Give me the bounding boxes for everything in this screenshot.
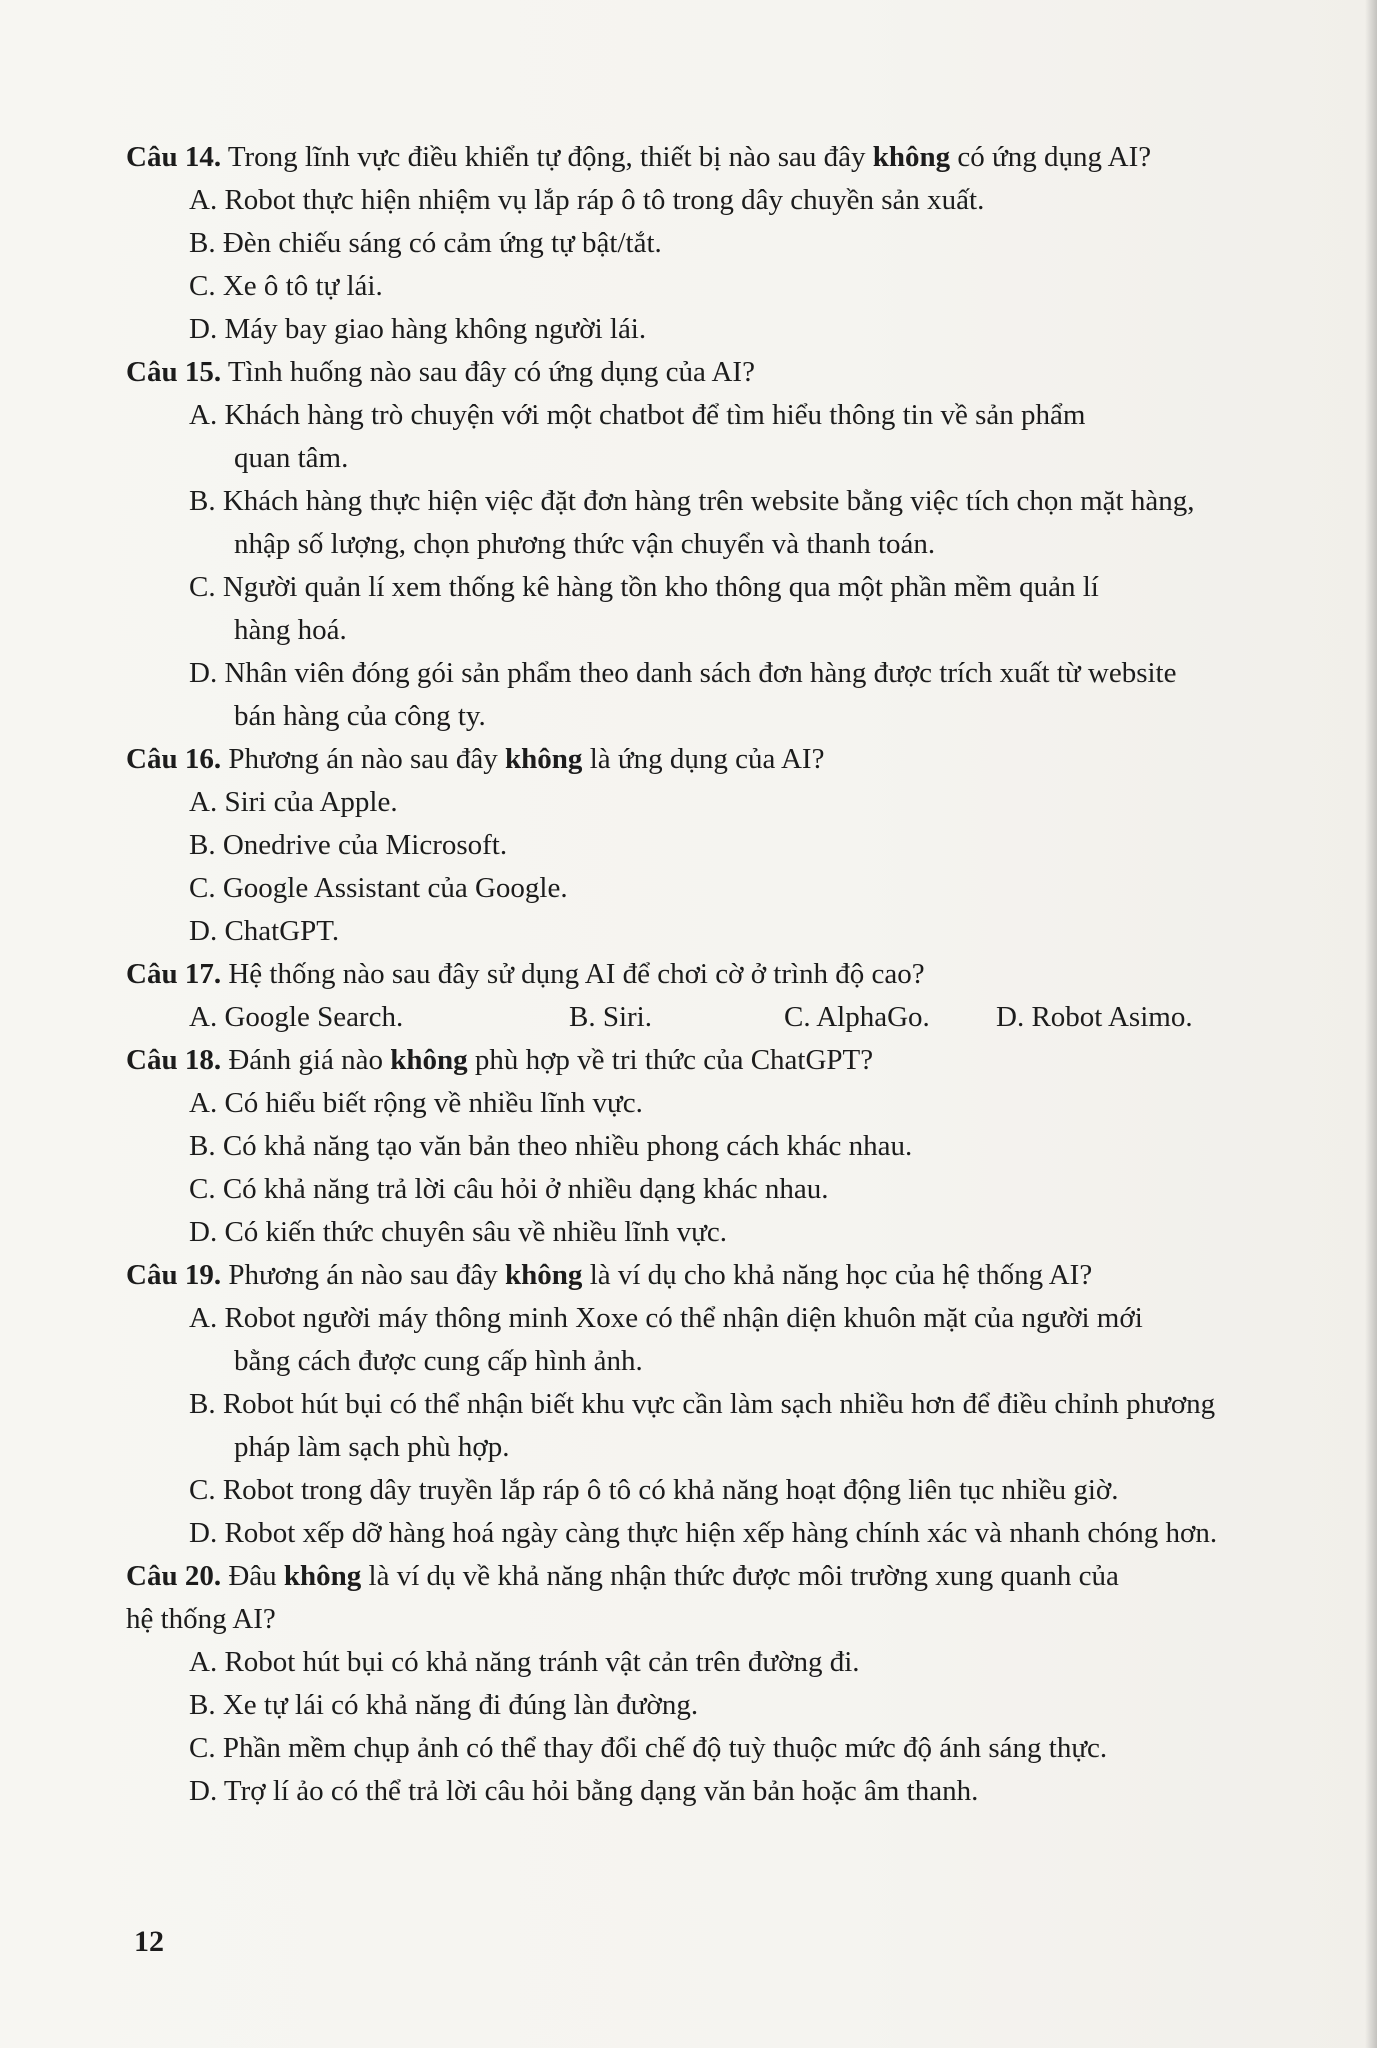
question-17-option-d: D. Robot Asimo. — [996, 1001, 1193, 1033]
question-16-option-a: A. Siri của Apple. — [189, 786, 398, 818]
question-18-stem: Câu 18. Đánh giá nào không phù hợp về tri thức của ChatGPT? — [126, 1044, 874, 1076]
question-list — [126, 136, 1341, 1813]
question-20-option-c: C. Phần mềm chụp ảnh có thể thay đổi chế độ tuỳ thuộc mức độ ánh sáng thực. — [189, 1732, 1108, 1764]
question-19-option-b: B. Robot hút bụi có thể nhận biết khu vực cần làm sạch nhiều hơn để điều chỉnh phương — [189, 1388, 1216, 1420]
question-18-option-c: C. Có khả năng trả lời câu hỏi ở nhiều dạng khác nhau. — [189, 1173, 829, 1205]
question-17-options-row — [126, 996, 1341, 1039]
question-19-option-a-cont: bằng cách được cung cấp hình ảnh. — [234, 1345, 643, 1377]
question-17-option-a: A. Google Search. — [189, 1001, 404, 1033]
question-15-option-b: B. Khách hàng thực hiện việc đặt đơn hàng trên website bằng việc tích chọn mặt hàng, — [189, 485, 1195, 517]
question-20-stem: Câu 20. Đâu không là ví dụ về khả năng nhận thức được môi trường xung quanh của — [126, 1560, 1119, 1592]
question-16-stem: Câu 16. Phương án nào sau đây không là ứng dụng của AI? — [126, 743, 825, 775]
question-label: Câu 16. — [126, 743, 222, 775]
question-18-option-b: B. Có khả năng tạo văn bản theo nhiều phong cách khác nhau. — [189, 1130, 913, 1162]
question-19-stem: Câu 19. Phương án nào sau đây không là ví dụ cho khả năng học của hệ thống AI? — [126, 1259, 1093, 1291]
question-16-option-d: D. ChatGPT. — [189, 915, 340, 947]
page-edge-shadow — [1365, 0, 1377, 2048]
question-16-option-b: B. Onedrive của Microsoft. — [189, 829, 508, 861]
question-14-stem: Câu 14. Trong lĩnh vực điều khiển tự động, thiết bị nào sau đây không có ứng dụng AI? — [126, 141, 1152, 173]
question-14-option-b: B. Đèn chiếu sáng có cảm ứng tự bật/tắt. — [189, 227, 662, 259]
question-19-option-a: A. Robot người máy thông minh Xoxe có thể nhận diện khuôn mặt của người mới — [189, 1302, 1143, 1334]
question-15-option-a-cont: quan tâm. — [234, 442, 349, 474]
question-15-option-d: D. Nhân viên đóng gói sản phẩm theo danh sách đơn hàng được trích xuất từ website — [189, 657, 1177, 689]
question-20-option-d: D. Trợ lí ảo có thể trả lời câu hỏi bằng dạng văn bản hoặc âm thanh. — [189, 1775, 979, 1807]
question-label: Câu 20. — [126, 1560, 222, 1592]
question-20-option-b: B. Xe tự lái có khả năng đi đúng làn đường. — [189, 1689, 699, 1721]
question-20-option-a: A. Robot hút bụi có khả năng tránh vật cản trên đường đi. — [189, 1646, 860, 1678]
question-15-option-a: A. Khách hàng trò chuyện với một chatbot để tìm hiểu thông tin về sản phẩm — [189, 399, 1086, 431]
question-18-option-d: D. Có kiến thức chuyên sâu về nhiều lĩnh vực. — [189, 1216, 728, 1248]
question-label: Câu 18. — [126, 1044, 222, 1076]
question-20-stem-cont: hệ thống AI? — [126, 1603, 276, 1635]
question-16-option-c: C. Google Assistant của Google. — [189, 872, 568, 904]
question-17-stem: Câu 17. Hệ thống nào sau đây sử dụng AI để chơi cờ ở trình độ cao? — [126, 958, 925, 990]
question-19-option-c: C. Robot trong dây truyền lắp ráp ô tô có khả năng hoạt động liên tục nhiều giờ. — [189, 1474, 1119, 1506]
question-17-option-c: C. AlphaGo. — [784, 1001, 930, 1033]
question-17-option-b: B. Siri. — [569, 1001, 652, 1033]
question-19-option-b-cont: pháp làm sạch phù hợp. — [234, 1431, 510, 1463]
question-15-option-b-cont: nhập số lượng, chọn phương thức vận chuyển và thanh toán. — [234, 528, 936, 560]
question-18-option-a: A. Có hiểu biết rộng về nhiều lĩnh vực. — [189, 1087, 643, 1119]
question-label: Câu 14. — [126, 141, 222, 173]
question-label: Câu 15. — [126, 356, 222, 388]
question-15-stem: Câu 15. Tình huống nào sau đây có ứng dụng của AI? — [126, 356, 755, 388]
question-19-option-d: D. Robot xếp dỡ hàng hoá ngày càng thực hiện xếp hàng chính xác và nhanh chóng hơn. — [189, 1517, 1218, 1549]
question-label: Câu 17. — [126, 958, 222, 990]
question-15-option-d-cont: bán hàng của công ty. — [234, 700, 486, 732]
question-label: Câu 19. — [126, 1259, 222, 1291]
question-14-option-c: C. Xe ô tô tự lái. — [189, 270, 383, 302]
question-15-option-c-cont: hàng hoá. — [234, 614, 347, 646]
page-number: 12 — [134, 1925, 164, 1958]
question-14-option-d: D. Máy bay giao hàng không người lái. — [189, 313, 647, 345]
question-14-option-a: A. Robot thực hiện nhiệm vụ lắp ráp ô tô trong dây chuyền sản xuất. — [189, 184, 985, 216]
question-15-option-c: C. Người quản lí xem thống kê hàng tồn kho thông qua một phần mềm quản lí — [189, 571, 1099, 603]
